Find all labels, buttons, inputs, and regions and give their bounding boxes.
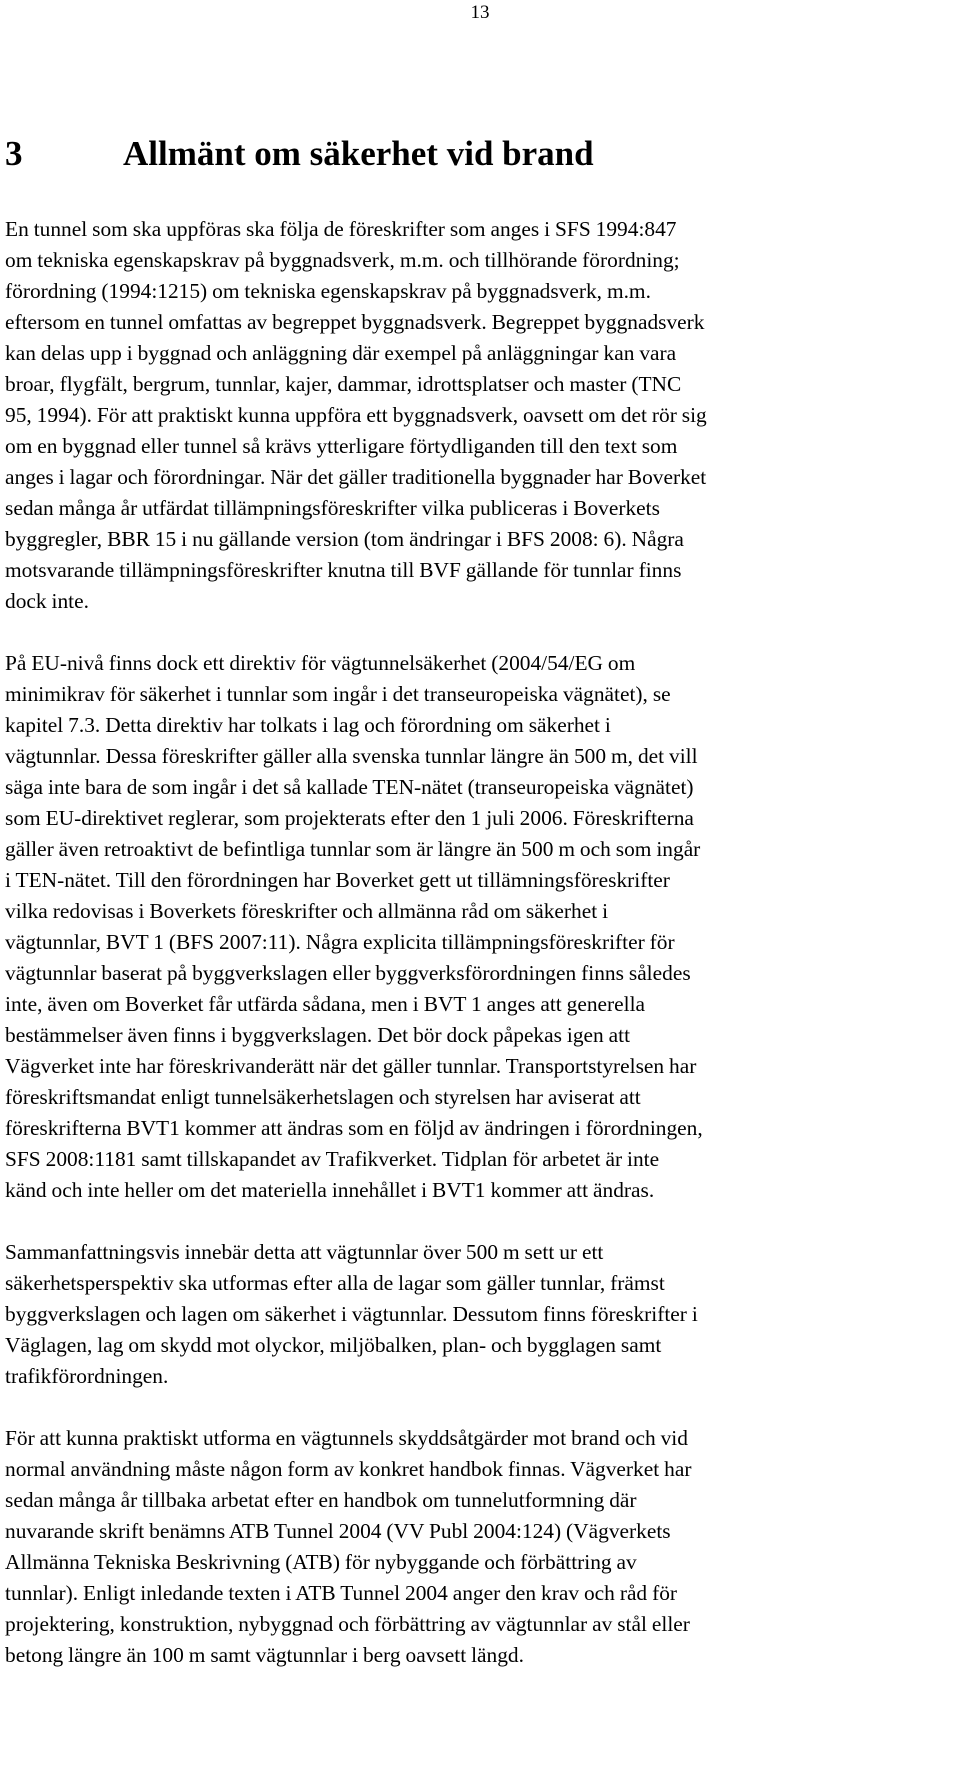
text-line: känd och inte heller om det materiella innehållet i BVT1 kommer att ändras. (5, 1178, 655, 1202)
text-line: säga inte bara de som ingår i det så kallade TEN-nätet (transeuropeiska vägnätet) (5, 775, 694, 799)
text-line: som EU-direktivet reglerar, som projekterats efter den 1 juli 2006. Föreskrifterna (5, 806, 694, 830)
text-line: Väglagen, lag om skydd mot olyckor, miljöbalken, plan- och bygglagen samt (5, 1333, 662, 1357)
text-line: kan delas upp i byggnad och anläggning där exempel på anläggningar kan vara (5, 341, 677, 365)
text-line: sedan många år tillbaka arbetat efter en handbok om tunnelutformning där (5, 1488, 637, 1512)
text-line: nuvarande skrift benämns ATB Tunnel 2004 (VV Publ 2004:124) (Vägverkets (5, 1519, 671, 1543)
document-body (5, 214, 945, 1671)
text-line: anges i lagar och förordningar. När det gäller traditionella byggnader har Boverket (5, 465, 707, 489)
text-line: Allmänna Tekniska Beskrivning (ATB) för nybyggande och förbättring av (5, 1550, 637, 1574)
text-line: byggregler, BBR 15 i nu gällande version (tom ändringar i BFS 2008: 6). Några (5, 527, 684, 551)
text-line: tunnlar). Enligt inledande texten i ATB Tunnel 2004 anger den krav och råd för (5, 1581, 678, 1605)
text-line: För att kunna praktiskt utforma en vägtunnels skyddsåtgärder mot brand och vid (5, 1426, 688, 1450)
text-line: dock inte. (5, 589, 89, 613)
paragraph (5, 1423, 945, 1671)
text-line: föreskrifterna BVT1 kommer att ändras som en följd av ändringen i förordningen, (5, 1116, 703, 1140)
paragraph (5, 1237, 945, 1392)
section-number: 3 (5, 134, 23, 173)
text-line: trafikförordningen. (5, 1364, 169, 1388)
text-line: förordning (1994:1215) om tekniska egenskapskrav på byggnadsverk, m.m. (5, 279, 651, 303)
text-line: vilka redovisas i Boverkets föreskrifter och allmänna råd om säkerhet i (5, 899, 609, 923)
text-line: broar, flygfält, bergrum, tunnlar, kajer, dammar, idrottsplatser och master (TNC (5, 372, 682, 396)
text-line: På EU-nivå finns dock ett direktiv för vägtunnelsäkerhet (2004/54/EG om (5, 651, 636, 675)
text-line: sedan många år utfärdat tillämpningsföreskrifter vilka publiceras i Boverkets (5, 496, 660, 520)
text-line: Vägverket inte har föreskrivanderätt när det gäller tunnlar. Transportstyrelsen har (5, 1054, 697, 1078)
text-line: bestämmelser även finns i byggverkslagen. Det bör dock påpekas igen att (5, 1023, 631, 1047)
paragraph (5, 648, 945, 1206)
text-line: En tunnel som ska uppföras ska följa de föreskrifter som anges i SFS 1994:847 (5, 217, 677, 241)
text-line: Sammanfattningsvis innebär detta att vägtunnlar över 500 m sett ur ett (5, 1240, 604, 1264)
text-line: om en byggnad eller tunnel så krävs ytterligare förtydliganden till den text som (5, 434, 678, 458)
text-line: vägtunnlar, BVT 1 (BFS 2007:11). Några explicita tillämpningsföreskrifter för (5, 930, 675, 954)
text-line: inte, även om Boverket får utfärda sådana, men i BVT 1 anges att generella (5, 992, 646, 1016)
section-heading (5, 130, 594, 178)
text-line: minimikrav för säkerhet i tunnlar som ingår i det transeuropeiska vägnätet), se (5, 682, 671, 706)
text-line: föreskriftsmandat enligt tunnelsäkerhetslagen och styrelsen har aviserat att (5, 1085, 641, 1109)
text-line: i TEN-nätet. Till den förordningen har Boverket gett ut tillämningsföreskrifter (5, 868, 670, 892)
text-line: vägtunnlar. Dessa föreskrifter gäller alla svenska tunnlar längre än 500 m, det vill (5, 744, 698, 768)
text-line: eftersom en tunnel omfattas av begreppet byggnadsverk. Begreppet byggnadsverk (5, 310, 705, 334)
text-line: normal användning måste någon form av konkret handbok finnas. Vägverket har (5, 1457, 692, 1481)
text-line: 95, 1994). För att praktiskt kunna uppföra ett byggnadsverk, oavsett om det rör sig (5, 403, 707, 427)
text-line: om tekniska egenskapskrav på byggnadsverk, m.m. och tillhörande förordning; (5, 248, 680, 272)
text-line: vägtunnlar baserat på byggverkslagen eller byggverksförordningen finns således (5, 961, 691, 985)
text-line: byggverkslagen och lagen om säkerhet i vägtunnlar. Dessutom finns föreskrifter i (5, 1302, 698, 1326)
text-line: motsvarande tillämpningsföreskrifter knutna till BVF gällande för tunnlar finns (5, 558, 682, 582)
paragraph (5, 214, 945, 617)
text-line: projektering, konstruktion, nybyggnad och förbättring av vägtunnlar av stål eller (5, 1612, 690, 1636)
text-line: SFS 2008:1181 samt tillskapandet av Trafikverket. Tidplan för arbetet är inte (5, 1147, 660, 1171)
text-line: säkerhetsperspektiv ska utformas efter alla de lagar som gäller tunnlar, främst (5, 1271, 665, 1295)
text-line: kapitel 7.3. Detta direktiv har tolkats i lag och förordning om säkerhet i (5, 713, 611, 737)
text-line: betong längre än 100 m samt vägtunnlar i berg oavsett längd. (5, 1643, 524, 1667)
section-title: Allmänt om säkerhet vid brand (123, 134, 594, 173)
page-number: 13 (470, 2, 490, 23)
text-line: gäller även retroaktivt de befintliga tunnlar som är längre än 500 m och som ingår (5, 837, 701, 861)
